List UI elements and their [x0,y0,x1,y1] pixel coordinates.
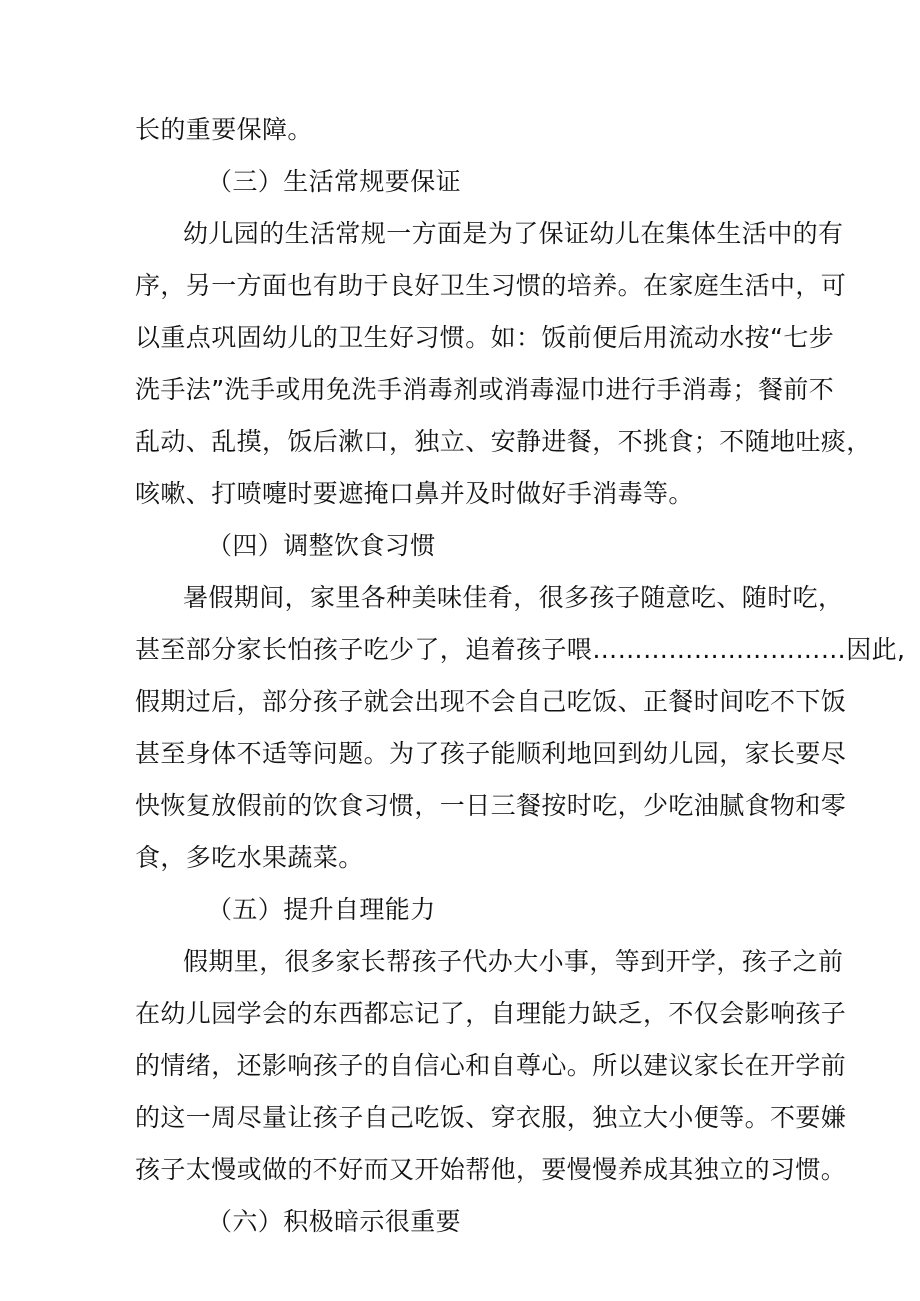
paragraph-line: 在幼儿园学会的东西都忘记了，自理能力缺乏，不仅会影响孩子 [135,999,847,1028]
paragraph-line: 序，另一方面也有助于良好卫生习惯的培养。在家庭生活中，可 [135,271,847,300]
section-heading: （六）积极暗示很重要 [207,1207,462,1236]
paragraph-line: 幼儿园的生活常规一方面是为了保证幼儿在集体生活中的有 [183,219,844,248]
paragraph-line: 咳嗽、打喷嚏时要遮掩口鼻并及时做好手消毒等。 [135,479,694,508]
paragraph-line: 洗手法”洗手或用免洗手消毒剂或消毒湿巾进行手消毒；餐前不 [135,375,835,404]
paragraph-line: 快恢复放假前的饮食习惯，一日三餐按时吃，少吃油腻食物和零 [135,791,847,820]
paragraph-line: 长的重要保障。 [135,115,313,144]
paragraph-line: 乱动、乱摸，饭后漱口，独立、安静进餐，不挑食；不随地吐痰， [135,427,872,456]
paragraph-line: 孩子太慢或做的不好而又开始帮他，要慢慢养成其独立的习惯。 [135,1155,847,1184]
paragraph-line: 暑假期间，家里各种美味佳肴，很多孩子随意吃、随时吃， [183,583,844,612]
paragraph-line: 假期里，很多家长帮孩子代办大小事，等到开学，孩子之前 [183,947,844,976]
paragraph-line: 假期过后，部分孩子就会出现不会自己吃饭、正餐时间吃不下饭 [135,687,847,716]
section-heading: （三）生活常规要保证 [207,167,462,196]
paragraph-line: 甚至身体不适等问题。为了孩子能顺利地回到幼儿园，家长要尽 [135,739,847,768]
paragraph-line: 的这一周尽量让孩子自己吃饭、穿衣服，独立大小便等。不要嫌 [135,1103,847,1132]
section-heading: （五）提升自理能力 [207,895,436,924]
paragraph-line: 以重点巩固幼儿的卫生好习惯。如：饭前便后用流动水按“七步 [135,323,835,352]
paragraph-line: 的情绪，还影响孩子的自信心和自尊心。所以建议家长在开学前 [135,1051,847,1080]
paragraph-line: 甚至部分家长怕孩子吃少了，追着孩子喂…………………………因此, [135,635,906,664]
paragraph-line: 食，多吃水果蔬菜。 [135,843,364,872]
section-heading: （四）调整饮食习惯 [207,531,436,560]
